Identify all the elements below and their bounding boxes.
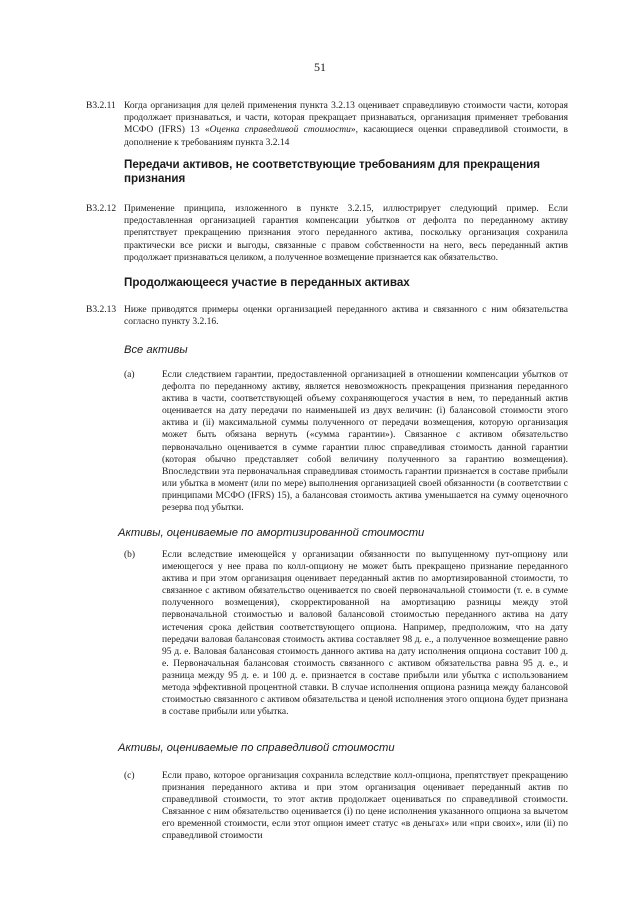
list-item-c	[124, 770, 568, 843]
item-label: (c)	[124, 771, 135, 781]
paragraph-b3-2-11	[86, 100, 568, 149]
paragraph-text: Применение принципа, изложенного в пункте 3.2.15, иллюстрирует следующий пример. Если предоставленная организацией гарантия компенсации убытков от дефолта по переданному активу препятствует прекращению признания этого переданного актива, поскольку организация сохранила практически все риски и выгоды, связанные с правом собственности на него, весь переданный актив продолжает признаваться целиком, а полученное возмещение признается как обязательство.	[124, 204, 568, 263]
section-heading-transfers-not-derecognised: Передачи активов, не соответствующие требованиям для прекращения признания	[124, 158, 541, 185]
item-label: (b)	[124, 550, 136, 560]
paragraph-text: Когда организация для целей применения пункта 3.2.13 оценивает справедливую стоимости части, которая продолжает признаваться, и части, которая прекращает признаваться, организация применяет требования МСФО (IFRS) 13 «Оценка справедливой стоимости», касающиеся оценки справедливой стоимости, в дополнение к требованиям пункта 3.2.14	[124, 101, 568, 148]
paragraph-text: Ниже приводятся примеры оценки организацией переданного актива и связанного с ним обязательства согласно пункту 3.2.16.	[124, 305, 568, 328]
item-text: Если право, которое организация сохранила вследствие колл-опциона, препятствует прекращению признания переданного актива и при этом организация оценивает переданный актив по справедливой стоимости, то этот актив продолжает оцениваться по справедливой стоимости. Связанное с ним обязательство оценивается (i) по цене исполнения указанного опциона за вычетом его временной стоимости, если этот опцион имеет статус «в деньгах» или «при своих», или (ii) по справедливой стоимости	[162, 771, 568, 842]
standard-title: Оценка справедливой стоимости	[209, 125, 351, 136]
paragraph-number: B3.2.11	[86, 101, 116, 111]
item-text: Если следствием гарантии, предоставленной организацией в отношении компенсации убытков от дефолта по переданному активу, является невозможность прекращения признания переданного актива в части, соответствующей объему сохраняющегося участия в нем, то переданный актив оценивается на дату передачи по наименьшей из двух величин: (i) балансовой стоимости этого актива и (ii) максимальной суммы полученного от передачи возмещения, которую организация может быть обязана вернуть («сумма гарантии»). Связанное с активом обязательство первоначально оценивается в сумме гарантии плюс справедливая стоимость данной гарантии (которая обычно представляет собой величину полученного за гарантию возмещения). Впоследствии эта первоначальная справедливая стоимость гарантии признается в составе прибыли или убытка в момент (или по мере) выполнения организацией своей обязанности (в соответствии с принципами МСФО (IFRS) 15), а балансовая стоимость актива уменьшается на сумму оценочного резерва под убытки.	[162, 370, 568, 514]
item-label: (a)	[124, 370, 135, 380]
paragraph-number: B3.2.12	[86, 204, 117, 214]
item-text: Если вследствие имеющейся у организации обязанности по выпущенному пут-опциону или имеющегося у нее права по колл-опциону не может быть прекращено признание переданного актива и при этом организация оценивает переданный актив по амортизированной стоимости, то связанное с активом обязательство оценивается по своей первоначальной стоимости (т. е. в сумме полученного возмещения), скорректированной на амортизацию разницы между этой первоначальной стоимостью и валовой балансовой стоимостью переданного актива на дату истечения срока действия соответствующего опциона. Например, предположим, что на дату передачи валовая балансовая стоимость актива составляет 98 д. е., а полученное возмещение равно 95 д. е. Валовая балансовая стоимость данного актива на дату исполнения опциона составит 100 д. е. Первоначальная балансовая стоимость связанного с активом обязательства равна 95 д. е., и разница между 95 д. е. и 100 д. е. признается в составе прибыли или убытка с использованием метода эффективной процентной ставки. В случае исполнения опциона разница между балансовой стоимостью связанного с активом обязательства и ценой исполнения этого опциона будет признана в составе прибыли или убытка.	[162, 550, 568, 718]
paragraph-b3-2-12	[86, 203, 568, 264]
list-item-a	[124, 369, 568, 514]
subheading-fair-value: Активы, оцениваемые по справедливой стоимости	[118, 742, 395, 754]
paragraph-number: B3.2.13	[86, 305, 117, 315]
subheading-amortised-cost: Активы, оцениваемые по амортизированной стоимости	[118, 527, 425, 539]
section-heading-continuing-involvement: Продолжающееся участие в переданных активах	[124, 276, 410, 289]
subheading-all-assets: Все активы	[124, 344, 188, 356]
list-item-b	[124, 549, 568, 718]
page-number: 51	[314, 60, 326, 74]
paragraph-b3-2-13	[86, 304, 568, 328]
